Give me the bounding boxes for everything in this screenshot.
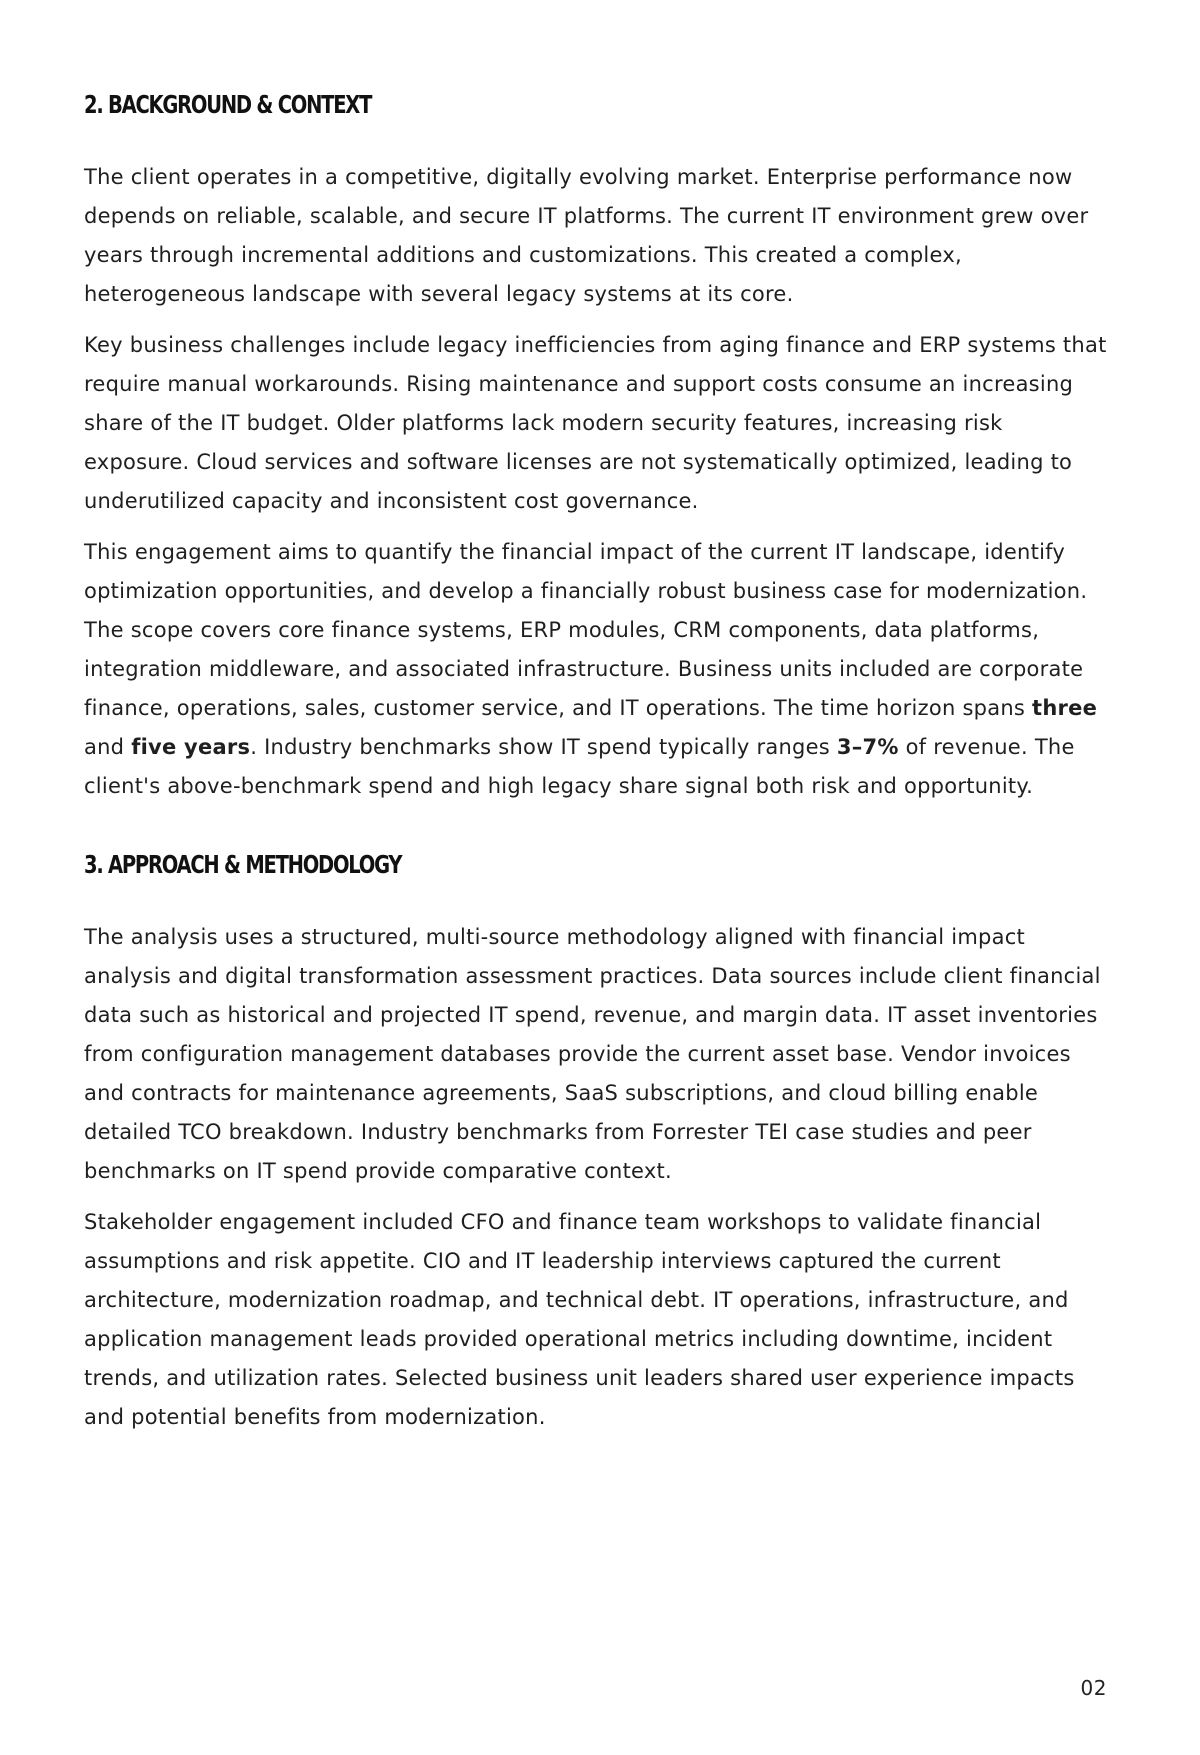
emphasis-three: three [1032,696,1098,720]
section-heading-background: 2. BACKGROUND & CONTEXT [84,90,372,119]
document-page [84,88,1114,1449]
page-number: 02 [1080,1676,1107,1700]
section-heading-approach: 3. APPROACH & METHODOLOGY [84,850,402,879]
approach-paragraph-2: Stakeholder engagement included CFO and finance team workshops to validate financial assumptions and risk appetite. CIO and IT leadership interviews captured the current architecture, modernization roadmap, and technical debt. IT operations, infrastructure, and application management leads provided operational metrics including downtime, incident trends, and utilization rates. Selected business unit leaders shared user experience impacts and potential benefits from modernization. [84,1210,1075,1429]
background-paragraph-3 [84,533,1114,806]
emphasis-five-years: five years [131,735,251,759]
paragraph-text: and [84,735,132,759]
paragraph-text: This engagement aims to quantify the financial impact of the current IT landscape, identify optimization opportunities, and develop a financially robust business case for modernization. The scope covers core finance systems, ERP modules, CRM components, data platforms, integration middleware, and associated infrastructure. Business units included are corporate finance, operations, sales, customer service, and IT operations. The time horizon spans [84,540,1088,720]
background-paragraph-1: The client operates in a competitive, digitally evolving market. Enterprise performance now depends on reliable, scalable, and secure IT platforms. The current IT environment grew over years through incremental additions and customizations. This created a complex, heterogeneous landscape with several legacy systems at its core. [84,165,1089,306]
paragraph-text: of revenue. The client's above-benchmark spend and high legacy share signal both risk and opportunity. [84,735,1075,798]
approach-paragraph-1: The analysis uses a structured, multi-source methodology aligned with financial impact analysis and digital transformation assessment practices. Data sources include client financial data such as historical and projected IT spend, revenue, and margin data. IT asset inventories from configuration management databases provide the current asset base. Vendor invoices and contracts for maintenance agreements, SaaS subscriptions, and cloud billing enable detailed TCO breakdown. Industry benchmarks from Forrester TEI case studies and peer benchmarks on IT spend provide comparative context. [84,925,1101,1183]
paragraph-text: . Industry benchmarks show IT spend typically ranges [250,735,837,759]
background-paragraph-2: Key business challenges include legacy inefficiencies from aging finance and ERP systems that require manual workarounds. Rising maintenance and support costs consume an increasing share of the IT budget. Older platforms lack modern security features, increasing risk exposure. Cloud services and software licenses are not systematically optimized, leading to underutilized capacity and inconsistent cost governance. [84,333,1107,513]
emphasis-percentage: 3–7% [836,735,899,759]
